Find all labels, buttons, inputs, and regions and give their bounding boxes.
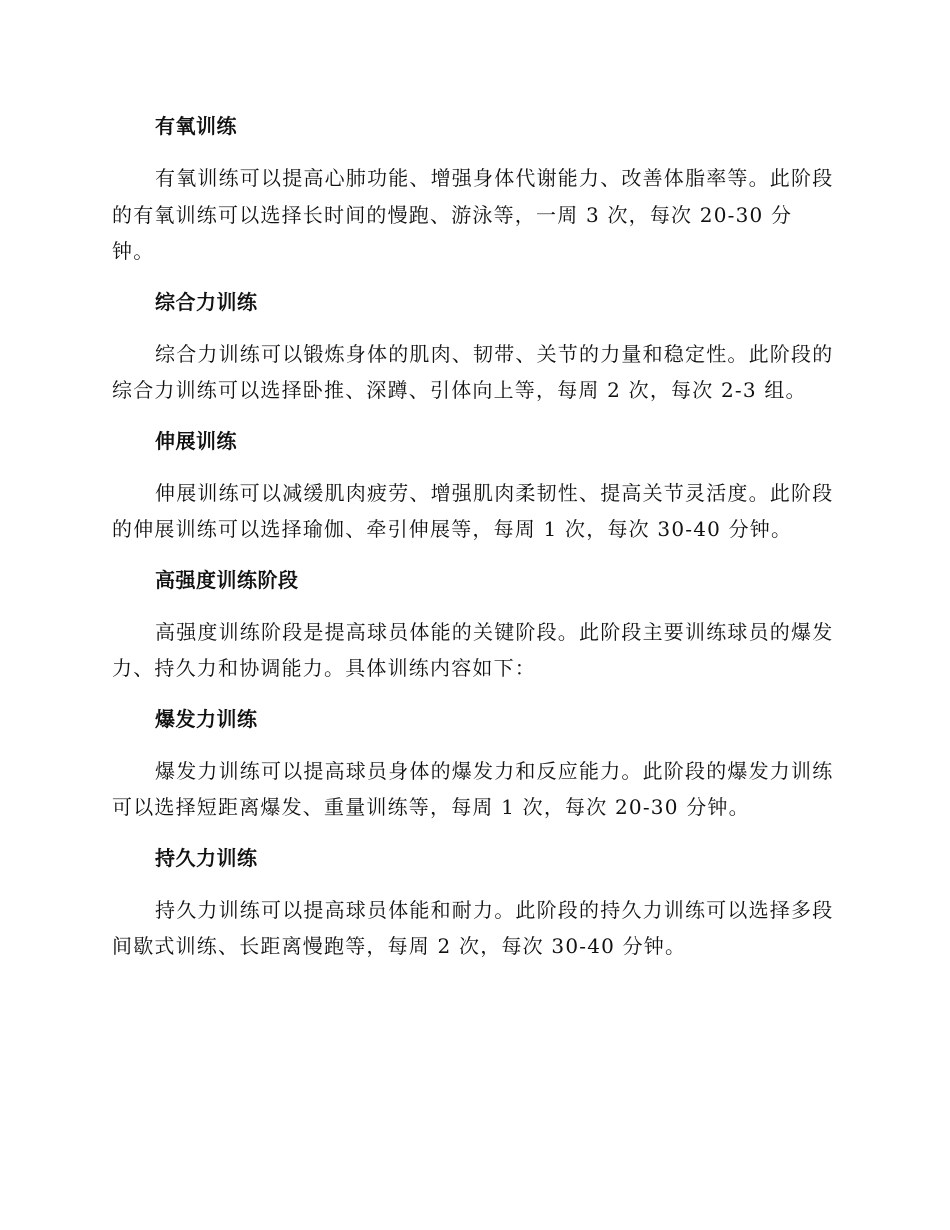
section-heading: 伸展训练 (155, 428, 237, 453)
section-paragraph: 有氧训练可以提高心肺功能、增强身体代谢能力、改善体脂率等。此阶段的有氧训练可以选择长时间的慢跑、游泳等，一周 3 次，每次 20-30 分钟。 (112, 166, 834, 263)
section-endurance (112, 843, 834, 965)
section-heading: 有氧训练 (155, 114, 237, 138)
document-page (112, 111, 834, 982)
section-stretching (112, 426, 834, 548)
section-paragraph: 综合力训练可以锻炼身体的肌肉、韧带、关节的力量和稳定性。此阶段的综合力训练可以选择卧推、深蹲、引体向上等，每周 2 次，每次 2-3 组。 (112, 341, 834, 402)
section-paragraph: 爆发力训练可以提高球员身体的爆发力和反应能力。此阶段的爆发力训练可以选择短距离爆发、重量训练等，每周 1 次，每次 20-30 分钟。 (112, 758, 834, 819)
section-paragraph: 伸展训练可以减缓肌肉疲劳、增强肌肉柔韧性、提高关节灵活度。此阶段的伸展训练可以选择瑜伽、牵引伸展等，每周 1 次，每次 30-40 分钟。 (112, 480, 834, 541)
section-aerobic (112, 111, 834, 270)
section-high-intensity (112, 565, 834, 687)
section-paragraph: 高强度训练阶段是提高球员体能的关键阶段。此阶段主要训练球员的爆发力、持久力和协调能力。具体训练内容如下： (112, 619, 834, 680)
section-heading: 高强度训练阶段 (155, 567, 299, 592)
section-heading: 持久力训练 (155, 845, 258, 870)
section-heading: 综合力训练 (155, 289, 258, 314)
section-paragraph: 持久力训练可以提高球员体能和耐力。此阶段的持久力训练可以选择多段间歇式训练、长距离慢跑等，每周 2 次，每次 30-40 分钟。 (112, 897, 834, 958)
section-explosive (112, 704, 834, 826)
section-strength (112, 287, 834, 409)
section-heading: 爆发力训练 (155, 706, 258, 731)
